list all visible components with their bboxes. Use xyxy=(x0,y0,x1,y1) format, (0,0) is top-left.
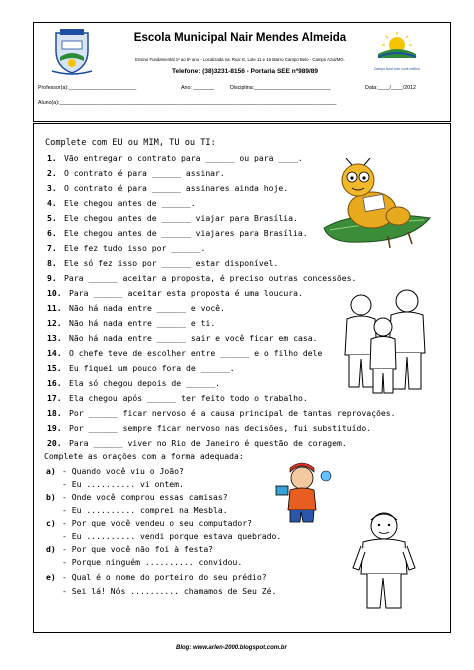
exercise1-item-20 xyxy=(47,438,347,448)
item-number: 5. xyxy=(47,213,57,223)
item-letter: c) xyxy=(46,518,56,528)
phone-line: Telefone: (38)3231-8156 - Portaria SEE nº989/89 xyxy=(171,68,319,75)
item-text: Ela só chegou depois de ______. xyxy=(69,378,221,388)
exercise1-item-7 xyxy=(47,243,205,253)
item-text: Ele chegou antes de ______ viajares para Brasília. xyxy=(64,228,308,238)
question-text: - Onde você comprou essas camisas? xyxy=(62,492,228,502)
professor-label: Professor(a): xyxy=(38,85,69,91)
item-text: Para ______ aceitar esta proposta é uma loucura. xyxy=(69,288,303,298)
item-text: Para ______ viver no Rio de Janeiro é questão de coragem. xyxy=(69,438,347,448)
caterpillar-illustration-icon xyxy=(318,158,434,250)
question-text: - Por que você vendeu o seu computador? xyxy=(62,518,253,528)
item-number: 19. xyxy=(47,423,62,433)
school-name: Escola Municipal Nair Mendes Almeida xyxy=(133,32,347,44)
exercise2-answer-d: - Porque ninguém .......... convidou. xyxy=(62,557,243,567)
item-letter: a) xyxy=(46,466,56,476)
item-number: 20. xyxy=(47,438,62,448)
item-number: 9. xyxy=(47,273,57,283)
item-number: 8. xyxy=(47,258,57,268)
aluno-label: Aluno(a): xyxy=(38,100,60,106)
item-number: 17. xyxy=(47,393,62,403)
exercise2-question-e xyxy=(46,572,267,582)
disciplina-field[interactable] xyxy=(230,85,331,91)
professor-field[interactable] xyxy=(38,85,136,91)
exercise1-item-12 xyxy=(47,318,215,328)
exercise2-answer-c: - Eu .......... vendi porque estava quebrado. xyxy=(62,531,282,541)
exercise1-item-1 xyxy=(47,153,303,163)
item-letter: d) xyxy=(46,544,56,554)
item-text: Não há nada entre ______ e você. xyxy=(69,303,225,313)
exercise2-answer-b: - Eu .......... comprei na Mesbla. xyxy=(62,505,228,515)
standing-boy-illustration-icon xyxy=(349,508,419,613)
exercise1-item-18 xyxy=(47,408,395,418)
exercise1-item-9 xyxy=(47,273,356,283)
exercise1-item-19 xyxy=(47,423,371,433)
item-text: O contrato é para ______ assinar. xyxy=(64,168,225,178)
exercise1-item-5 xyxy=(47,213,298,223)
item-number: 15. xyxy=(47,363,62,373)
item-number: 4. xyxy=(47,198,57,208)
ano-label: Ano: xyxy=(181,85,192,91)
professor-line: _______________________ xyxy=(68,85,137,91)
item-number: 14. xyxy=(47,348,62,358)
item-letter: b) xyxy=(46,492,56,502)
item-text: O contrato é para ______ assinares ainda hoje. xyxy=(64,183,289,193)
exercise1-item-3 xyxy=(47,183,288,193)
item-text: Não há nada entre ______ e ti. xyxy=(69,318,216,328)
item-text: Por ______ ficar nervoso é a causa principal de tantas reprovações. xyxy=(69,408,396,418)
date-blanks: ____/____/ xyxy=(377,85,405,91)
item-number: 2. xyxy=(47,168,57,178)
exercise2-question-d xyxy=(46,544,213,554)
address-line: Ensino Fundamental 1º ao 5º ano - Localizada na: Rua: E, Lote 11 e 16 Bairro Campo Belo - Campo Azul/MG. xyxy=(135,57,345,62)
item-text: Ela chegou após ______ ter feito todo o trabalho. xyxy=(69,393,308,403)
item-number: 13. xyxy=(47,333,62,343)
item-text: Não há nada entre ______ sair e você ficar em casa. xyxy=(69,333,318,343)
item-number: 18. xyxy=(47,408,62,418)
item-text: O chefe teve de escolher entre ______ e o filho dele xyxy=(69,348,323,358)
ano-field[interactable] xyxy=(181,85,214,91)
item-text: Vão entregar o contrato para ______ ou para ____. xyxy=(64,153,303,163)
item-number: 16. xyxy=(47,378,62,388)
item-number: 1. xyxy=(47,153,57,163)
exercise1-item-14 xyxy=(47,348,322,358)
exercise1-item-6 xyxy=(47,228,308,238)
disciplina-line: __________________________ xyxy=(254,85,331,91)
exercise1-item-17 xyxy=(47,393,308,403)
exercise1-instruction: Complete com EU ou MIM, TU ou TI: xyxy=(45,138,216,148)
question-text: - Por que você não foi à festa? xyxy=(62,544,214,554)
ano-line: _______ xyxy=(191,85,214,91)
aluno-line: ______________________________________________________________________________________________ xyxy=(59,100,337,106)
exercise1-item-16 xyxy=(47,378,220,388)
blog-footer[interactable]: Blog: www.arlen-2000.blogspot.com.br xyxy=(176,645,287,651)
item-number: 11. xyxy=(47,303,62,313)
exercise2-answer-e: - Sei lá! Nós .......... chamamos de Seu Zé. xyxy=(62,586,277,596)
date-field[interactable] xyxy=(365,85,416,91)
exercise2-instruction: Complete as orações com a forma adequada: xyxy=(44,451,244,461)
school-crest-icon xyxy=(50,27,94,77)
exercise1-item-11 xyxy=(47,303,225,313)
item-number: 7. xyxy=(47,243,57,253)
exercise1-item-15 xyxy=(47,363,235,373)
item-number: 6. xyxy=(47,228,57,238)
exercise1-item-8 xyxy=(47,258,278,268)
exercise1-item-10 xyxy=(47,288,303,298)
exercise2-question-c xyxy=(46,518,252,528)
item-letter: e) xyxy=(46,572,56,582)
exercise2-answer-a: - Eu .......... vi ontem. xyxy=(62,479,184,489)
three-kids-illustration-icon xyxy=(333,285,437,397)
aluno-field[interactable] xyxy=(38,100,336,106)
item-text: Eu fiquei um pouco fora de ______. xyxy=(69,363,235,373)
date-year: 2012 xyxy=(404,85,416,91)
logo-caption: Campo Azul com você melhor xyxy=(373,67,421,71)
exercise1-item-13 xyxy=(47,333,318,343)
item-number: 12. xyxy=(47,318,62,328)
exercise1-item-2 xyxy=(47,168,225,178)
question-text: - Qual é o nome do porteiro do seu prédio? xyxy=(62,572,267,582)
item-number: 3. xyxy=(47,183,57,193)
boy-with-phone-illustration-icon xyxy=(272,460,334,524)
date-label: Data: xyxy=(365,85,378,91)
exercise2-question-b xyxy=(46,492,228,502)
item-text: Ele só fez isso por ______ estar disponível. xyxy=(64,258,279,268)
item-text: Ele fez tudo isso por ______. xyxy=(64,243,206,253)
question-text: - Quando você viu o João? xyxy=(62,466,184,476)
disciplina-label: Disciplina: xyxy=(230,85,255,91)
exercise1-item-4 xyxy=(47,198,196,208)
item-number: 10. xyxy=(47,288,62,298)
exercise2-question-a xyxy=(46,466,184,476)
item-text: Ele chegou antes de ______ viajar para Brasília. xyxy=(64,213,298,223)
item-text: Para ______ aceitar a proposta, é preciso outras concessões. xyxy=(64,273,357,283)
item-text: Por ______ sempre ficar nervoso nas decisões, fui substituído. xyxy=(69,423,372,433)
item-text: Ele chegou antes de ______. xyxy=(64,198,196,208)
